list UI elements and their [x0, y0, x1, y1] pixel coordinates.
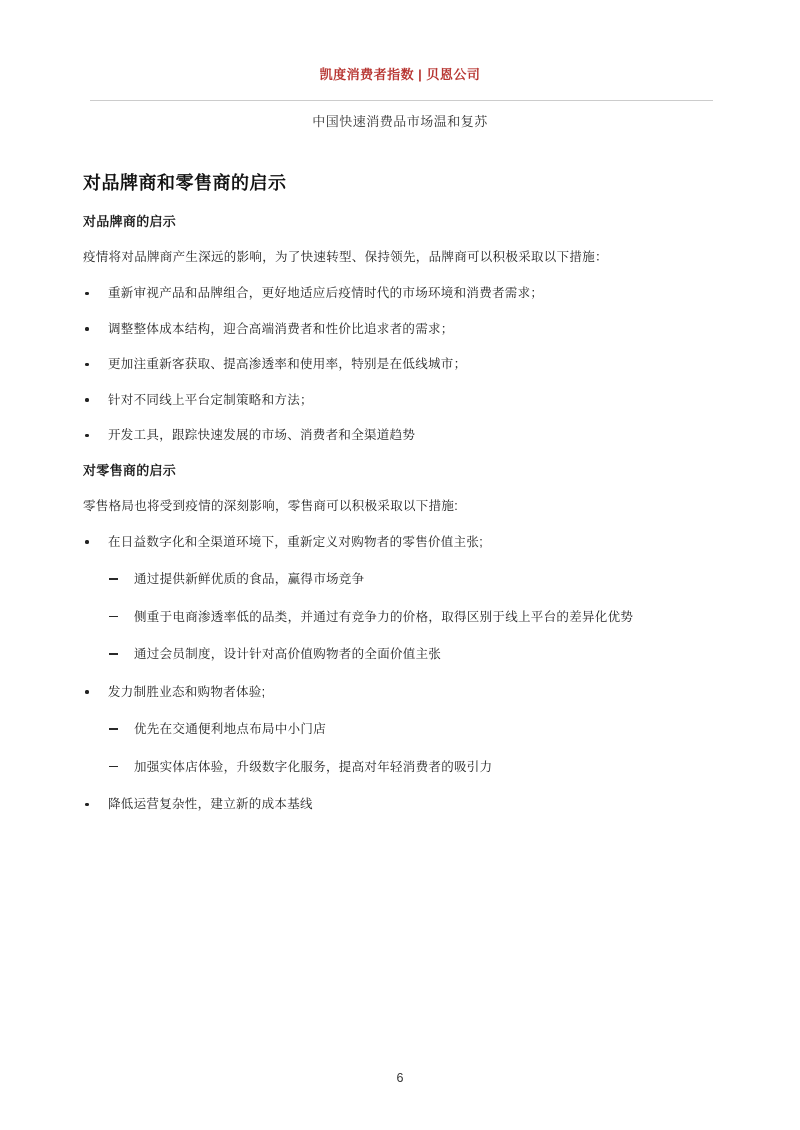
sub-bullet-text: 通过提供新鲜优质的食品，赢得市场竞争 — [134, 572, 365, 586]
page-subtitle: 中国快速消费品市场温和复苏 — [312, 114, 488, 129]
bullet-item — [83, 320, 720, 338]
header-divider — [90, 100, 713, 101]
bullet-item — [83, 795, 720, 813]
bullet-item — [83, 683, 720, 701]
document-body — [83, 170, 720, 813]
section-intro: 零售格局也将受到疫情的深刻影响，零售商可以积极采取以下措施: — [83, 498, 458, 513]
section-heading: 对品牌商的启示 — [83, 214, 177, 229]
sub-bullet-text: 加强实体店体验，升级数字化服务，提高对年轻消费者的吸引力 — [134, 759, 493, 774]
bullet-item — [83, 355, 720, 373]
bullet-dot-icon — [85, 434, 89, 438]
bullet-item — [83, 533, 720, 551]
sub-bullet-item — [109, 608, 720, 626]
bullet-list — [83, 284, 720, 444]
dash-icon — [109, 653, 118, 655]
sub-bullet-text: 侧重于电商渗透率低的品类，并通过有竞争力的价格，取得区别于线上平台的差异化优势 — [134, 609, 634, 624]
sub-bullet-item — [109, 720, 720, 738]
bullet-text: 重新审视产品和品牌组合，更好地适应后疫情时代的市场环境和消费者需求； — [108, 286, 544, 300]
content-section — [83, 213, 720, 444]
page-header — [0, 0, 800, 131]
bullet-item — [83, 284, 720, 302]
content-section — [83, 462, 720, 814]
bullet-dot-icon — [85, 292, 89, 296]
bullet-list — [83, 533, 720, 814]
sub-bullet-text: 通过会员制度，设计针对高价值购物者的全面价值主张 — [134, 647, 442, 661]
sub-bullet-item — [109, 645, 720, 663]
bullet-dot-icon — [85, 363, 89, 367]
bullet-dot-icon — [85, 398, 89, 402]
sub-bullet-text: 优先在交通便利地点布局中小门店 — [134, 722, 327, 736]
sub-bullet-item — [109, 570, 720, 588]
section-heading: 对零售商的启示 — [83, 462, 177, 478]
bullet-text: 更加注重新客获取、提高渗透率和使用率，特别是在低线城市； — [108, 357, 467, 371]
bullet-text: 发力制胜业态和购物者体验; — [108, 684, 266, 699]
section-intro: 疫情将对品牌商产生深远的影响，为了快速转型、保持领先，品牌商可以积极采取以下措施： — [83, 250, 608, 264]
bullet-text: 降低运营复杂性，建立新的成本基线 — [108, 797, 313, 811]
sub-bullet-item — [109, 758, 720, 776]
header-brand: 凯度消费者指数 | 贝恩公司 — [319, 67, 481, 82]
bullet-text: 调整整体成本结构，迎合高端消费者和性价比追求者的需求； — [108, 321, 454, 336]
page-title: 对品牌商和零售商的启示 — [83, 173, 287, 193]
bullet-item — [83, 426, 720, 444]
bullet-dot-icon — [85, 540, 89, 544]
dash-icon — [109, 766, 118, 768]
page-number: 6 — [396, 1071, 404, 1085]
bullet-item — [83, 391, 720, 409]
bullet-dot-icon — [85, 690, 89, 694]
dash-icon — [109, 578, 118, 580]
dash-icon — [109, 728, 118, 730]
bullet-text: 针对不同线上平台定制策略和方法； — [108, 392, 313, 407]
dash-icon — [109, 616, 118, 618]
bullet-text: 开发工具，跟踪快速发展的市场、消费者和全渠道趋势 — [108, 428, 416, 442]
bullet-dot-icon — [85, 803, 89, 807]
bullet-text: 在日益数字化和全渠道环境下，重新定义对购物者的零售价值主张; — [108, 534, 483, 549]
bullet-dot-icon — [85, 327, 89, 331]
